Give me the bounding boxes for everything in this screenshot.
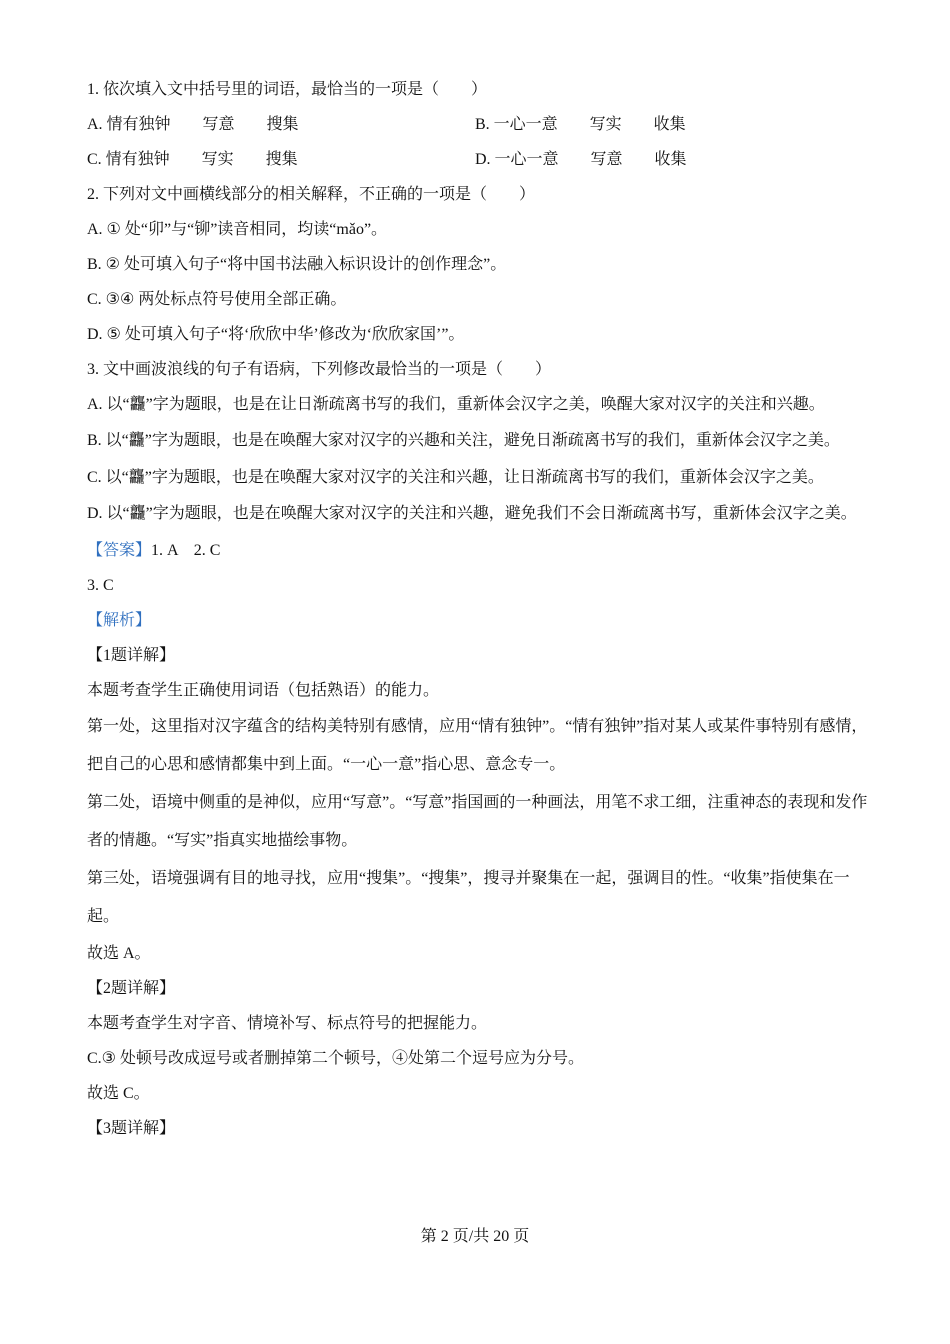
question-2-stem: 2. 下列对文中画横线部分的相关解释，不正确的一项是（ ） <box>87 186 536 203</box>
answer-line-1 <box>87 533 877 568</box>
option-3c: C. 以“龘”字为题眼，也是在唤醒大家对汉字的关注和兴趣，让日渐疏离书写的我们，重新体会汉字之美。 <box>87 469 824 486</box>
answer-label: 【答案】 <box>87 542 152 559</box>
detail-1-para-2: 第一处，这里指对汉字蕴含的结构美特别有感情，应用“情有独钟”。“情有独钟”指对某人或某件事特别有感情，把自己的心思和感情都集中到上面。“一心一意”指心思、意念专一。 <box>87 718 868 773</box>
question-1-options-row-1 <box>87 107 877 142</box>
option-2d: D. ⑤ 处可填入句子“将‘欣欣中华’修改为‘欣欣家国’”。 <box>87 326 465 343</box>
question-3-stem: 3. 文中画波浪线的句子有语病，下列修改最恰当的一项是（ ） <box>87 361 552 378</box>
detail-1-para-1: 本题考查学生正确使用词语（包括熟语）的能力。 <box>87 682 440 699</box>
answer-line-2: 3. C <box>87 577 114 594</box>
option-1d: D. 一心一意 写意 收集 <box>475 151 687 168</box>
detail-3-title: 【3题详解】 <box>87 1120 176 1137</box>
option-1c: C. 情有独钟 写实 搜集 <box>87 151 298 168</box>
option-1b: B. 一心一意 写实 收集 <box>475 116 686 133</box>
option-2a: A. ① 处“卯”与“铆”读音相同，均读“mǎo”。 <box>87 221 388 238</box>
detail-1-para-5: 故选 A。 <box>87 945 151 962</box>
detail-2-para-2: C.③ 处顿号改成逗号或者删掉第二个顿号，④处第二个逗号应为分号。 <box>87 1050 585 1067</box>
detail-1-para-3: 第二处，语境中侧重的是神似，应用“写意”。“写意”指国画的一种画法，用笔不求工细，注重神态的表现和发作者的情趣。“写实”指真实地描绘事物。 <box>87 794 868 849</box>
option-2b: B. ② 处可填入句子“将中国书法融入标识设计的创作理念”。 <box>87 256 507 273</box>
page-content <box>87 72 877 1146</box>
question-1-options-row-2 <box>87 142 877 177</box>
option-3a: A. 以“龘”字为题眼，也是在让日渐疏离书写的我们，重新体会汉字之美，唤醒大家对汉字的关注和兴趣。 <box>87 396 825 413</box>
answer-values-1: 1. A 2. C <box>151 542 221 559</box>
detail-1-title: 【1题详解】 <box>87 647 176 664</box>
detail-1-para-4: 第三处，语境强调有目的地寻找，应用“搜集”。“搜集”，搜寻并聚集在一起，强调目的性。“收集”指使集在一起。 <box>87 870 850 925</box>
analysis-heading <box>87 603 877 638</box>
option-1a: A. 情有独钟 写意 搜集 <box>87 116 299 133</box>
detail-2-para-3: 故选 C。 <box>87 1085 150 1102</box>
page-footer: 第 2 页/共 20 页 <box>420 1228 530 1245</box>
question-1-stem: 1. 依次填入文中括号里的词语，最恰当的一项是（ ） <box>87 81 488 98</box>
detail-2-para-1: 本题考查学生对字音、情境补写、标点符号的把握能力。 <box>87 1015 488 1032</box>
option-2c: C. ③④ 两处标点符号使用全部正确。 <box>87 291 347 308</box>
analysis-label: 【解析】 <box>87 612 152 629</box>
option-3d: D. 以“龘”字为题眼，也是在唤醒大家对汉字的关注和兴趣，避免我们不会日渐疏离书写，重新体会汉字之美。 <box>87 505 857 522</box>
option-3b: B. 以“龘”字为题眼，也是在唤醒大家对汉字的兴趣和关注，避免日渐疏离书写的我们，重新体会汉字之美。 <box>87 432 840 449</box>
detail-2-title: 【2题详解】 <box>87 980 176 997</box>
